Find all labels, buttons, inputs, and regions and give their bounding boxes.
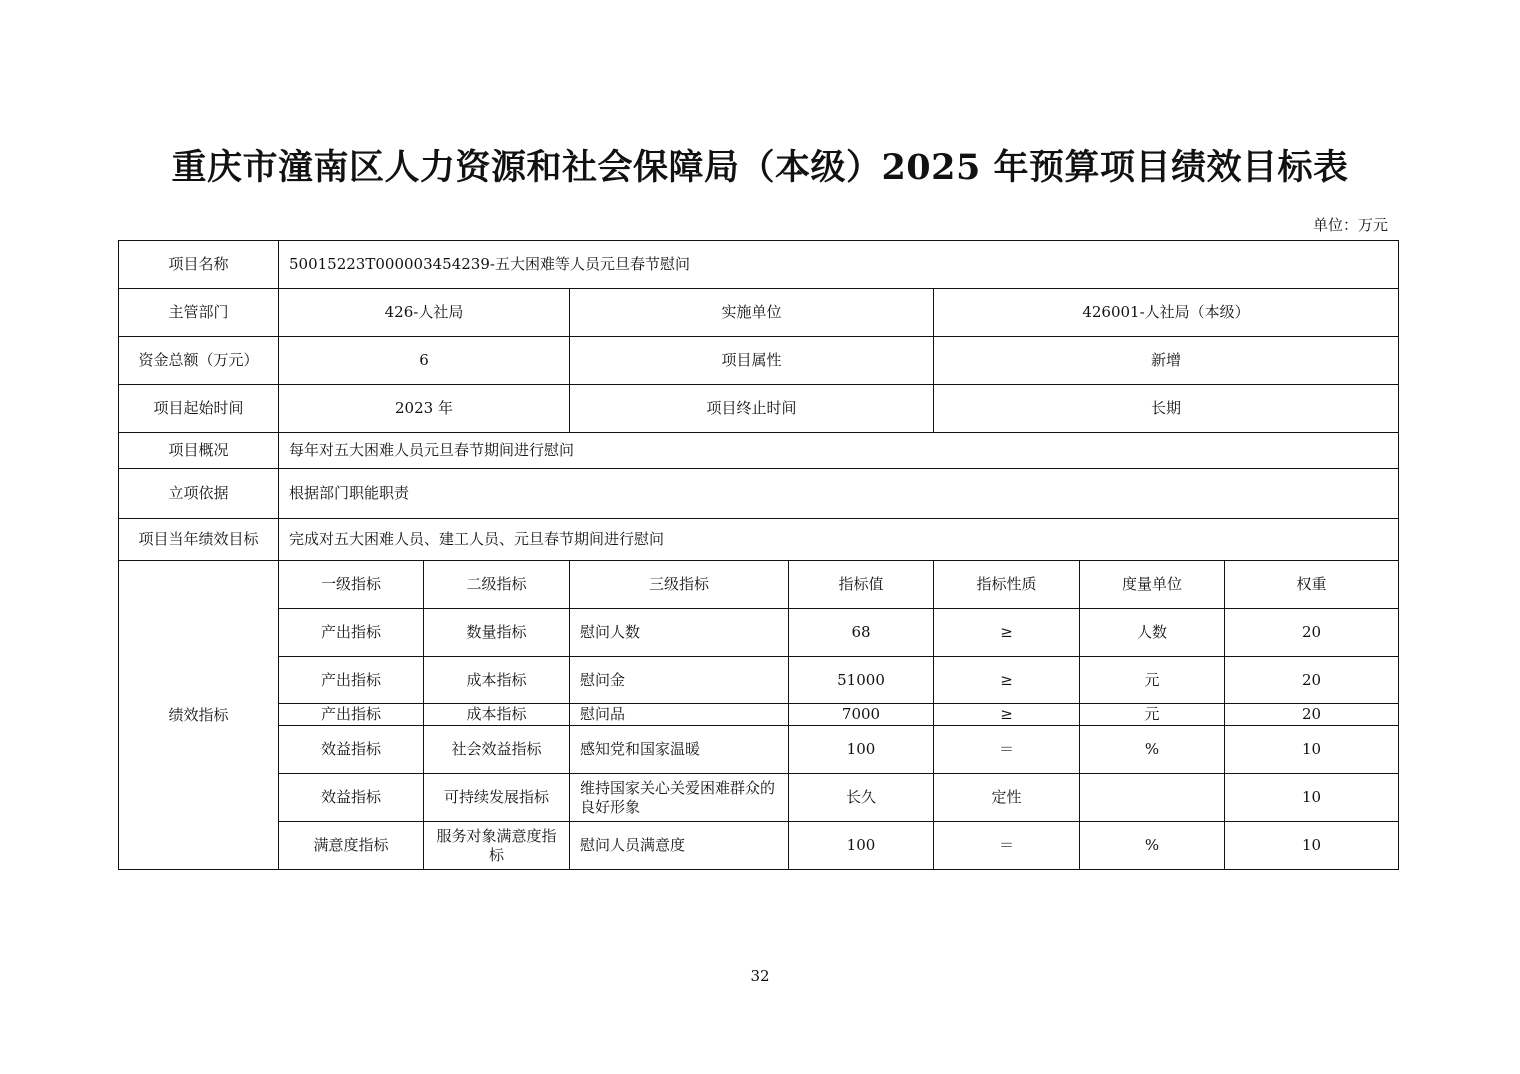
start-value: 2023 年	[279, 385, 570, 433]
nature-cell: 定性	[934, 774, 1080, 822]
weight-cell: 10	[1225, 726, 1399, 774]
table-row	[119, 726, 1399, 774]
row-period	[119, 385, 1399, 433]
value-cell: 100	[789, 822, 934, 870]
indicator-header-row	[119, 561, 1399, 609]
indicators-section-label: 绩效指标	[119, 561, 279, 870]
level1-cell: 效益指标	[279, 774, 424, 822]
overview-label: 项目概况	[119, 433, 279, 469]
row-fund	[119, 337, 1399, 385]
end-value: 长期	[934, 385, 1399, 433]
weight-cell: 20	[1225, 657, 1399, 704]
nature-cell: ≥	[934, 609, 1080, 657]
start-label: 项目起始时间	[119, 385, 279, 433]
basis-value: 根据部门职能职责	[279, 469, 1399, 519]
level1-cell: 产出指标	[279, 609, 424, 657]
level3-cell: 慰问人数	[570, 609, 789, 657]
table-row	[119, 774, 1399, 822]
row-overview	[119, 433, 1399, 469]
row-basis	[119, 469, 1399, 519]
page-title: 重庆市潼南区人力资源和社会保障局（本级）2025 年预算项目绩效目标表	[171, 147, 1349, 188]
level2-cell: 成本指标	[424, 704, 570, 726]
end-label: 项目终止时间	[570, 385, 934, 433]
unit-cell: 人数	[1080, 609, 1225, 657]
weight-cell: 10	[1225, 774, 1399, 822]
level3-cell: 维持国家关心关爱困难群众的良好形象	[570, 774, 789, 822]
level1-cell: 效益指标	[279, 726, 424, 774]
impl-label: 实施单位	[570, 289, 934, 337]
dept-label: 主管部门	[119, 289, 279, 337]
level3-cell: 慰问金	[570, 657, 789, 704]
performance-table	[118, 240, 1399, 870]
attr-value: 新增	[934, 337, 1399, 385]
attr-label: 项目属性	[570, 337, 934, 385]
level2-cell: 成本指标	[424, 657, 570, 704]
value-cell: 68	[789, 609, 934, 657]
page-number: 32	[750, 967, 770, 985]
unit-cell: %	[1080, 822, 1225, 870]
row-department	[119, 289, 1399, 337]
level2-cell: 社会效益指标	[424, 726, 570, 774]
level3-cell: 感知党和国家温暖	[570, 726, 789, 774]
value-cell: 长久	[789, 774, 934, 822]
unit-cell: %	[1080, 726, 1225, 774]
value-cell: 51000	[789, 657, 934, 704]
level3-cell: 慰问品	[570, 704, 789, 726]
overview-value: 每年对五大困难人员元旦春节期间进行慰问	[279, 433, 1399, 469]
unit-label: 单位：万元	[1312, 216, 1388, 234]
level2-cell: 可持续发展指标	[424, 774, 570, 822]
level1-cell: 满意度指标	[279, 822, 424, 870]
level1-cell: 产出指标	[279, 657, 424, 704]
nature-cell: ＝	[934, 822, 1080, 870]
nature-cell: ≥	[934, 657, 1080, 704]
value-cell: 100	[789, 726, 934, 774]
table-row	[119, 609, 1399, 657]
table-row	[119, 657, 1399, 704]
column-header: 权重	[1225, 561, 1399, 609]
column-header: 一级指标	[279, 561, 424, 609]
level3-cell: 慰问人员满意度	[570, 822, 789, 870]
goal-label: 项目当年绩效目标	[119, 519, 279, 561]
weight-cell: 10	[1225, 822, 1399, 870]
unit-cell	[1080, 774, 1225, 822]
level2-cell: 数量指标	[424, 609, 570, 657]
nature-cell: ＝	[934, 726, 1080, 774]
level2-cell: 服务对象满意度指标	[424, 822, 570, 870]
column-header: 指标值	[789, 561, 934, 609]
weight-cell: 20	[1225, 704, 1399, 726]
weight-cell: 20	[1225, 609, 1399, 657]
dept-value: 426-人社局	[279, 289, 570, 337]
row-goal	[119, 519, 1399, 561]
unit-cell: 元	[1080, 704, 1225, 726]
goal-value: 完成对五大困难人员、建工人员、元旦春节期间进行慰问	[279, 519, 1399, 561]
impl-value: 426001-人社局（本级）	[934, 289, 1399, 337]
nature-cell: ≥	[934, 704, 1080, 726]
column-header: 二级指标	[424, 561, 570, 609]
project-name-value: 50015223T000003454239-五大困难等人员元旦春节慰问	[279, 241, 1399, 289]
value-cell: 7000	[789, 704, 934, 726]
column-header: 指标性质	[934, 561, 1080, 609]
project-name-label: 项目名称	[119, 241, 279, 289]
level1-cell: 产出指标	[279, 704, 424, 726]
unit-cell: 元	[1080, 657, 1225, 704]
table-row	[119, 704, 1399, 726]
column-header: 三级指标	[570, 561, 789, 609]
fund-label: 资金总额（万元）	[119, 337, 279, 385]
basis-label: 立项依据	[119, 469, 279, 519]
row-project-name	[119, 241, 1399, 289]
fund-value: 6	[279, 337, 570, 385]
table-row	[119, 822, 1399, 870]
column-header: 度量单位	[1080, 561, 1225, 609]
